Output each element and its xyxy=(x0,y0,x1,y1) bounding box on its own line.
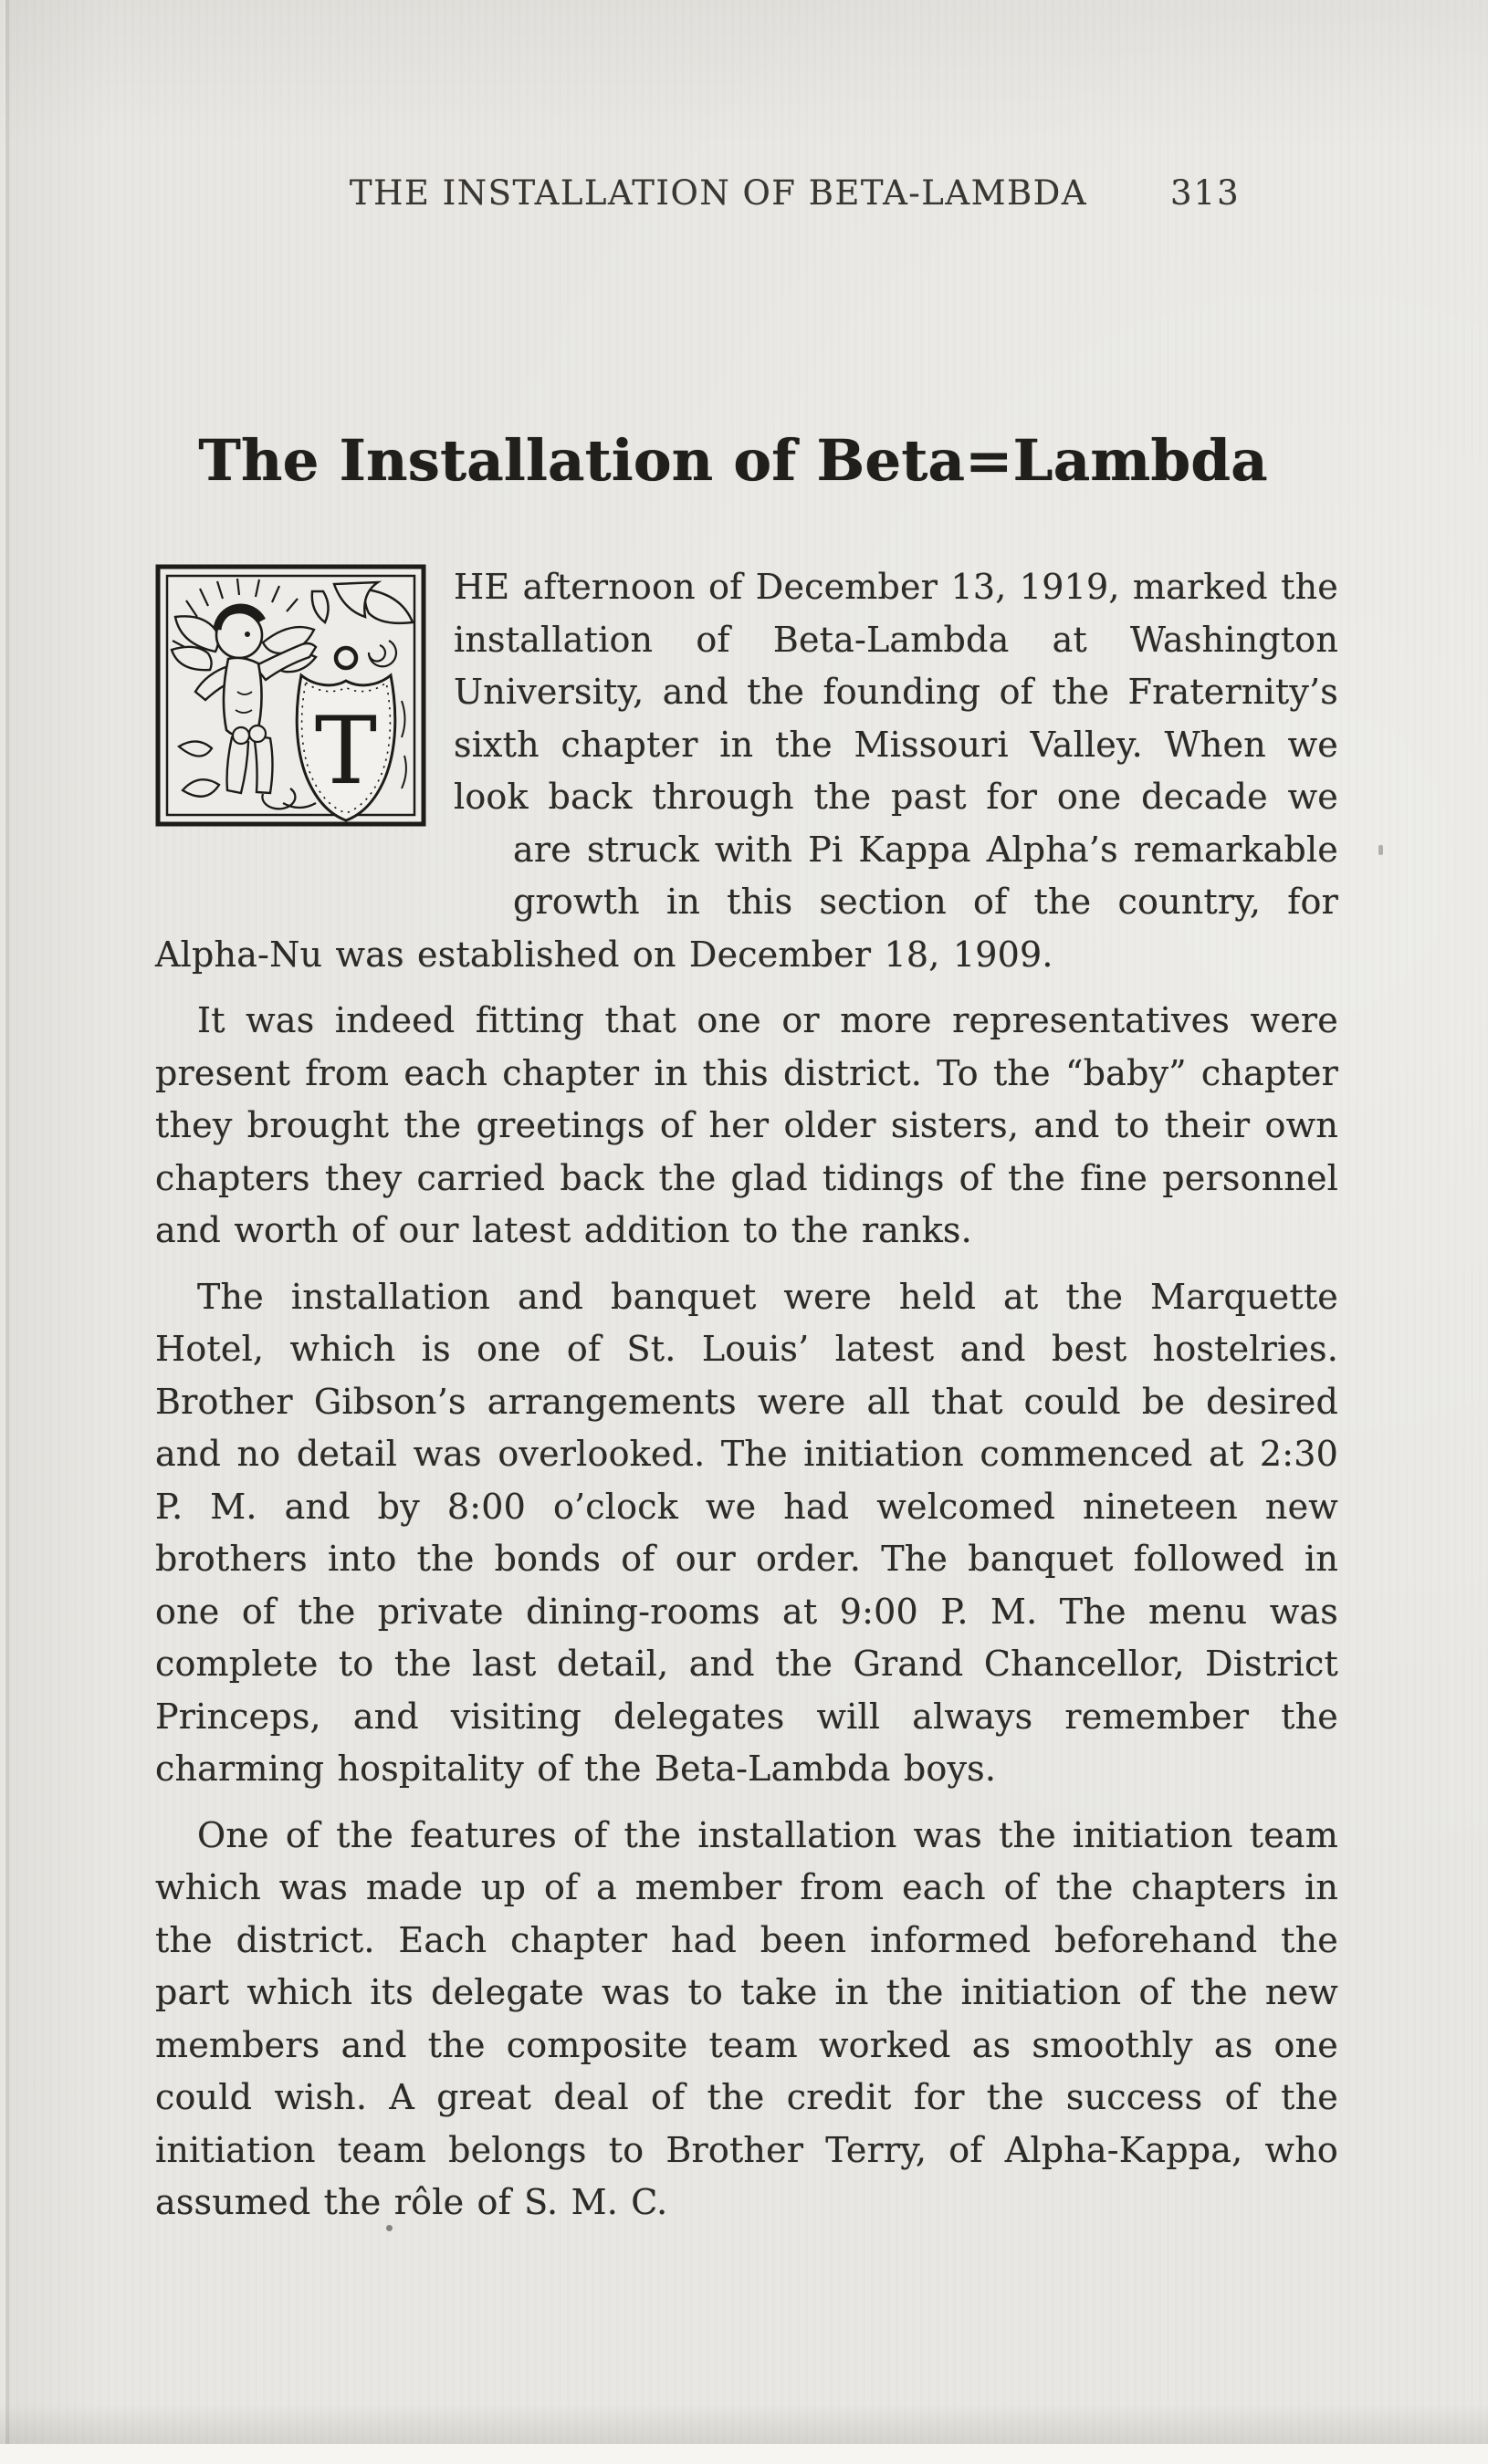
page-bottom-edge xyxy=(0,2444,1488,2464)
paragraph-2-text: It was indeed fitting that one or more representatives were present from each chapter in this district. To the “baby” chapter they brought the greetings of her older sisters, and to their own chapters they carried back the glad tidings of the fine personnel and worth of our latest addition to the ranks. xyxy=(155,1000,1338,1250)
putto-woodcut-initial-image xyxy=(155,564,426,827)
paragraph-1-text: HE afternoon of December 13, 1919, marked the installation of Beta-Lambda at Washington University, and the founding of the Fraternity’s sixth chapter in the Missouri Valley. When we look back through the past for one decade we are struck with Pi Kappa Alpha’s remarkable growth in this section of the country, for Alpha-Nu was established on December 18, 1909. xyxy=(155,567,1338,975)
paragraph-2 xyxy=(155,995,1338,1258)
running-header-title: THE INSTALLATION OF BETA-LAMBDA xyxy=(349,173,1088,213)
ink-speck xyxy=(1378,845,1383,855)
article-title: The Installation of Beta=Lambda xyxy=(198,427,1268,494)
page-bottom-shadow xyxy=(0,2404,1488,2444)
article-body xyxy=(155,561,1338,2229)
drop-cap-ornament xyxy=(155,564,426,827)
hanging-indent-spacer xyxy=(155,827,513,902)
paragraph-4 xyxy=(155,1810,1338,2229)
drop-cap-letter: T xyxy=(314,697,378,806)
paragraph-3-text: The installation and banquet were held at the Marquette Hotel, which is one of St. Louis’ latest and best hostelries. Brother Gibson’s arrangements were all that could be desired and no detail was overlooked. The initiation commenced at 2:30 P. M. and by 8:00 o’clock we had welcomed nineteen new brothers into the bonds of our order. The banquet followed in one of the private dining-rooms at 9:00 P. M. The menu was complete to the last detail, and the Grand Chancellor, District Princeps, and visiting delegates will always remember the charming hospitality of the Beta-Lambda boys. xyxy=(155,1276,1338,1789)
page-left-edge-shadow xyxy=(5,0,9,2464)
paragraph-3 xyxy=(155,1271,1338,1796)
paragraph-1 xyxy=(155,561,1338,981)
ink-speck xyxy=(386,2225,393,2231)
paragraph-4-text: One of the features of the installation was the initiation team which was made up of a member from each of the chapters in the district. Each chapter had been informed beforehand the part which its delegate was to take in the initiation of the new members and the composite team worked as smoothly as one could wish. A great deal of the credit for the success of the initiation team belongs to Brother Terry, of Alpha-Kappa, who assumed the rôle of S. M. C. xyxy=(155,1814,1338,2222)
page-number: 313 xyxy=(1170,173,1241,213)
